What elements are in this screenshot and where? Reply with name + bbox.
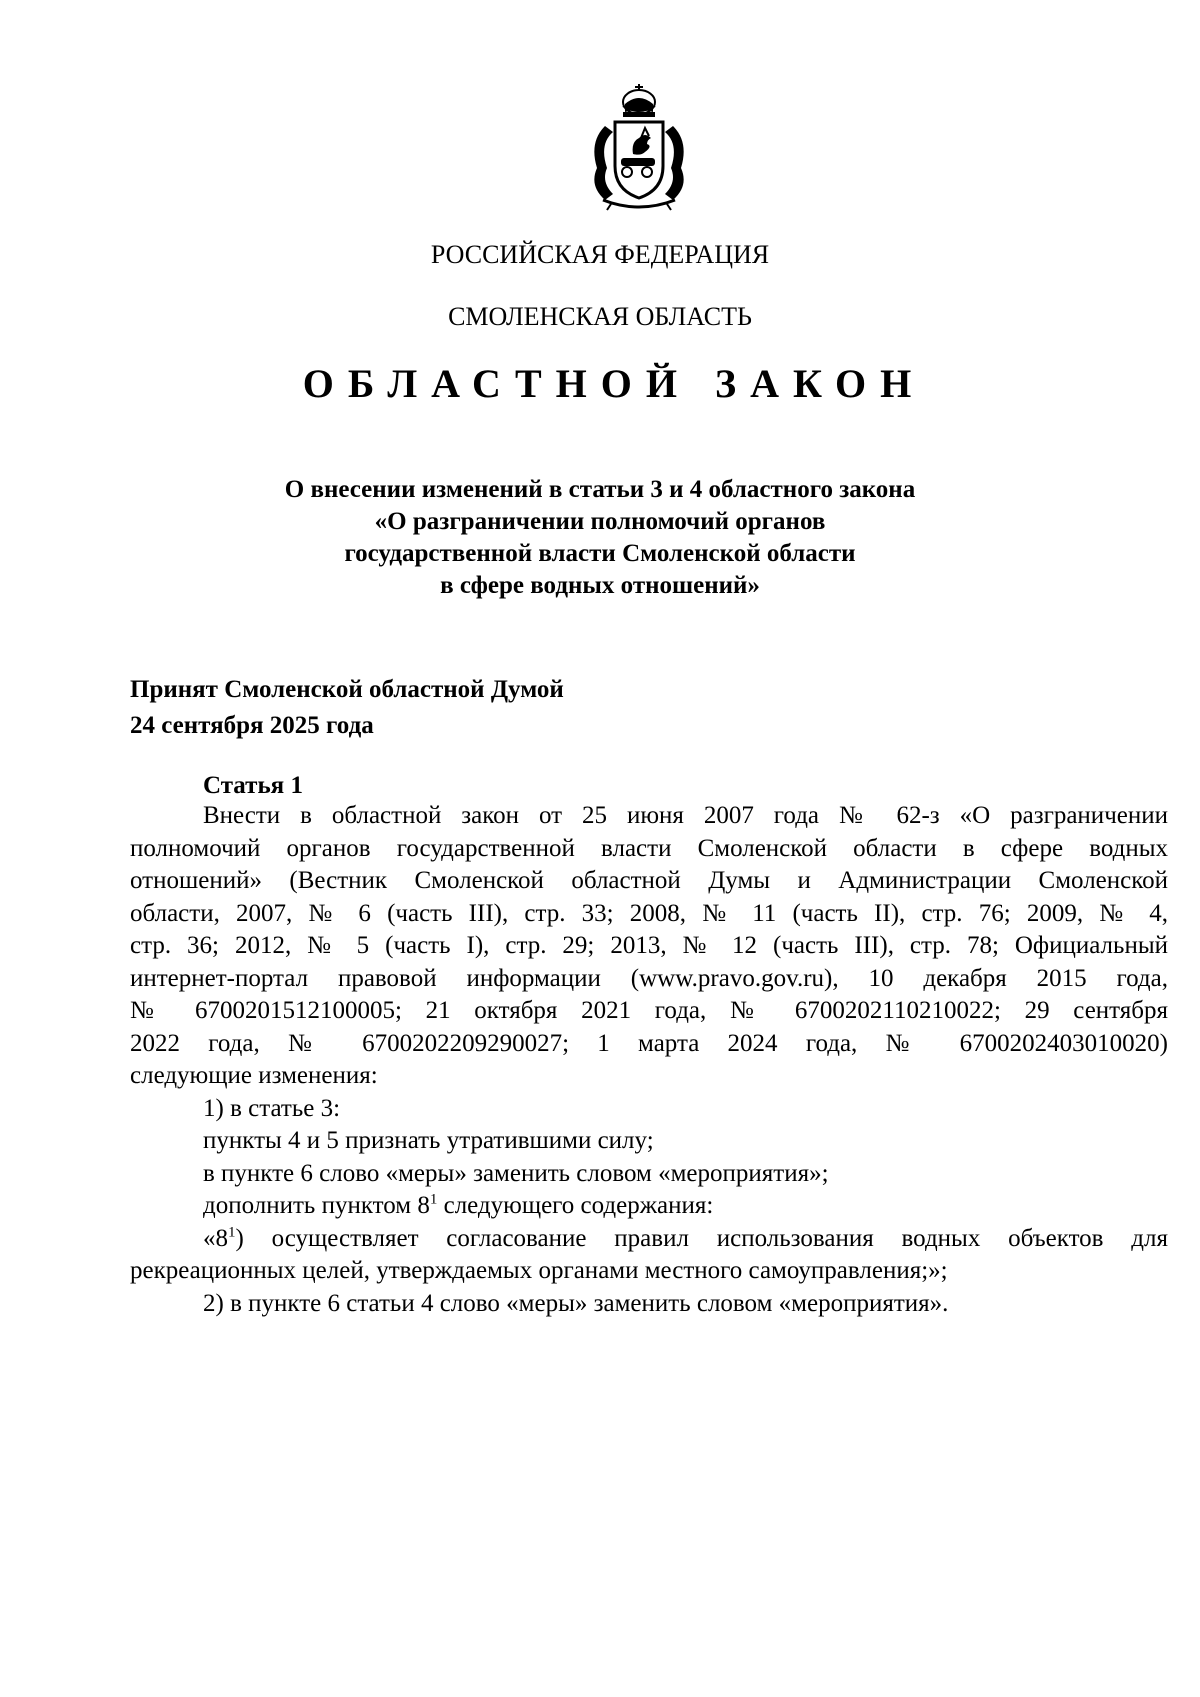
law-title <box>0 474 1200 602</box>
adoption-date: 24 сентября 2025 года <box>130 712 374 739</box>
country-name: РОССИЙСКАЯ ФЕДЕРАЦИЯ <box>430 240 770 269</box>
article-text-line: Внести в областной закон от 25 июня 2007 года № 62-з «О разграничении <box>203 802 1168 829</box>
document-type-heading: ОБЛАСТНОЙ ЗАКОН <box>302 361 926 406</box>
superscript: 1 <box>429 1191 438 1208</box>
article-text-line: отношений» (Вестник Смоленской областной Думы и Администрации Смоленской <box>130 867 1168 894</box>
list-item: пункты 4 и 5 признать утратившими силу; <box>203 1127 654 1154</box>
article-text-line: следующие изменения: <box>130 1062 378 1089</box>
list-item-text: дополнить пунктом 8 <box>203 1192 430 1219</box>
article-heading: Статья 1 <box>203 772 303 799</box>
quoted-text-line: рекреационных целей, утверждаемых органами местного самоуправления;»; <box>130 1257 948 1284</box>
law-title-line: в сфере водных отношений» <box>440 572 760 599</box>
list-item: 1) в статье 3: <box>203 1094 341 1122</box>
list-item: в пункте 6 слово «меры» заменить словом «мероприятия»; <box>203 1159 829 1187</box>
list-item: 2) в пункте 6 статьи 4 слово «меры» заменить словом «мероприятия». <box>203 1289 949 1317</box>
quote-text: ) осуществляет согласование правил использования водных объектов для <box>235 1224 1168 1252</box>
article-body <box>130 800 1168 1320</box>
quoted-text-line <box>130 1223 1168 1256</box>
region-name: СМОЛЕНСКАЯ ОБЛАСТЬ <box>448 302 752 331</box>
superscript: 1 <box>228 1224 236 1241</box>
article-text-line: полномочий органов государственной власти Смоленской области в сфере водных <box>130 834 1168 862</box>
law-title-line: «О разграничении полномочий органов <box>374 508 826 535</box>
list-item <box>130 1190 1168 1223</box>
article-text-line: интернет-портал правовой информации (www.pravo.gov.ru), 10 декабря 2015 года, <box>130 964 1168 992</box>
article-text-line: области, 2007, № 6 (часть III), стр. 33; 2008, № 11 (часть II), стр. 76; 2009, № 4, <box>130 899 1168 927</box>
quote-text: «8 <box>203 1224 228 1252</box>
adoption-note <box>130 672 564 744</box>
article-text-line: 2022 года, № 6700202209290027; 1 марта 2024 года, № 6700202403010020) <box>130 1029 1168 1057</box>
law-title-line: государственной власти Смоленской области <box>344 540 856 567</box>
article-text-line: стр. 36; 2012, № 5 (часть I), стр. 29; 2013, № 12 (часть III), стр. 78; Официальный <box>130 932 1168 959</box>
article-text-line: № 6700201512100005; 21 октября 2021 года, № 6700202110210022; 29 сентября <box>130 997 1168 1024</box>
law-title-line: О внесении изменений в статьи 3 и 4 областного закона <box>284 476 916 503</box>
smolensk-coat-of-arms-icon <box>583 82 695 212</box>
list-item-text: следующего содержания: <box>437 1192 714 1219</box>
adoption-line: Принят Смоленской областной Думой <box>130 676 564 703</box>
